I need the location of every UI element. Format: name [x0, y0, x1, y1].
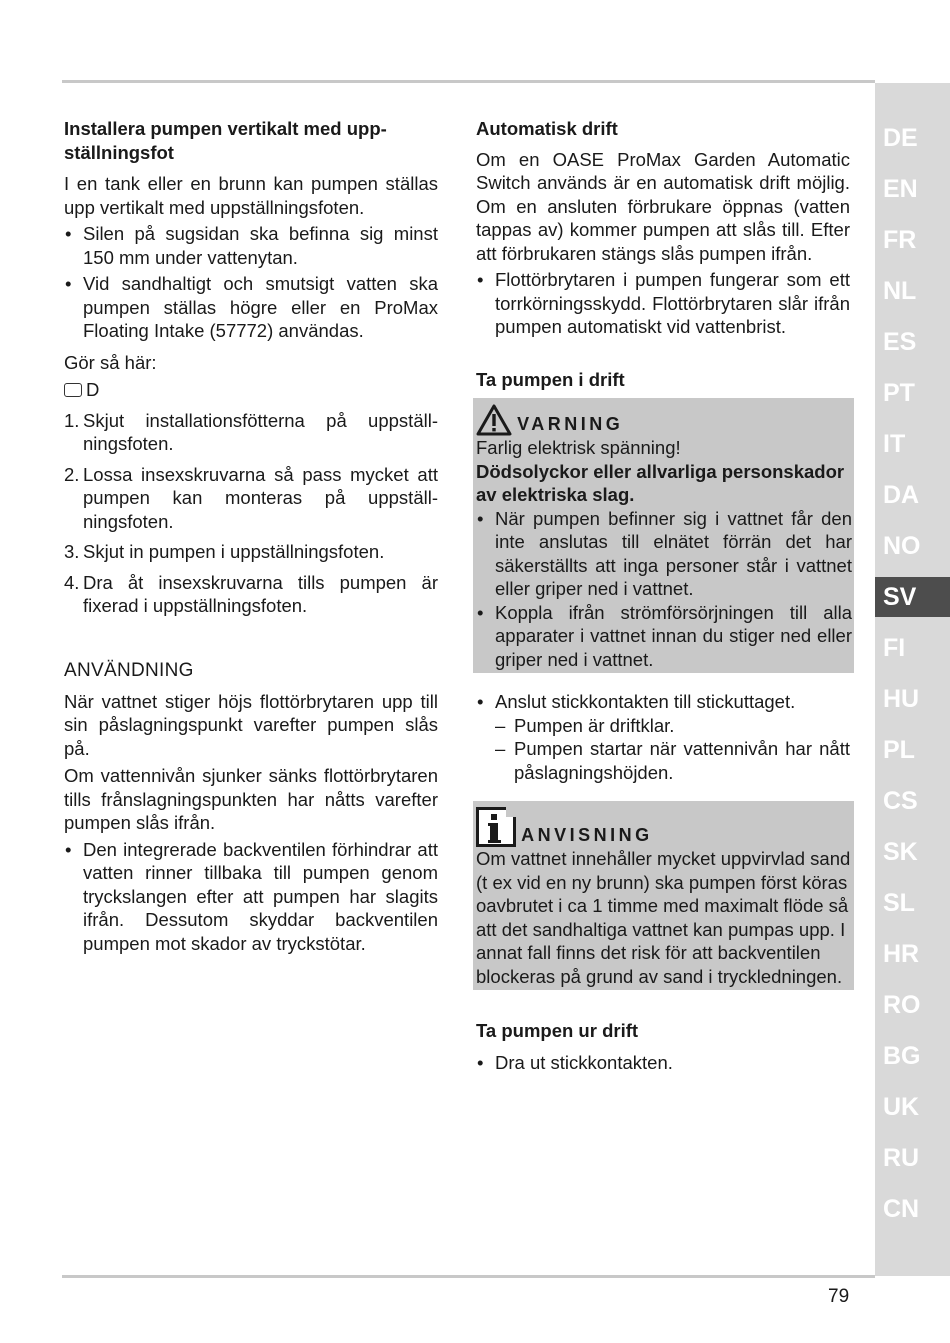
- step-number: 3.: [64, 541, 80, 562]
- list-item: [64, 463, 438, 534]
- usage-bullet-list: [64, 838, 438, 956]
- connect-bullet-list: [476, 690, 850, 714]
- list-item: – Pumpen är driftklar.: [476, 714, 850, 738]
- list-item: – Pumpen startar när vattennivån har nått påslagningshöjden.: [476, 737, 850, 784]
- language-tab-cn[interactable]: CN: [883, 1195, 920, 1223]
- language-tab-en[interactable]: EN: [883, 175, 918, 203]
- language-tab-cs[interactable]: CS: [883, 787, 918, 815]
- language-tab-uk[interactable]: UK: [883, 1093, 920, 1121]
- language-tab-hr[interactable]: HR: [883, 940, 920, 968]
- list-item: • Koppla ifrån strömförsörjningen till alla apparater i vattnet innan du stiger ned eller griper ned i vattnet.: [476, 601, 852, 672]
- notice-text: Om vattnet innehåller mycket uppvirvlad sand (t ex vid en ny brunn) ska pumpen först köras oavbrutet i ca 1 timme med maximalt flöde så att det sandhaltiga vattnet kan pumpas upp. I annat fall finns det risk för att backventilen blockeras på grund av sand i tryckledningen.: [476, 848, 851, 987]
- auto-heading: Automatisk drift: [476, 118, 618, 139]
- language-tab-de[interactable]: DE: [883, 124, 918, 152]
- list-item: • Anslut stickkontakten till stickuttaget.: [476, 690, 850, 714]
- language-tab-fr[interactable]: FR: [883, 226, 917, 254]
- language-tab-ru[interactable]: RU: [883, 1144, 920, 1172]
- language-tab-sl[interactable]: SL: [883, 889, 915, 917]
- result-dash-list: [476, 714, 850, 785]
- list-item: • Flottörbrytaren i pumpen fungerar som ett torrkörningsskydd. Flottörbrytaren slår ifrån pumpen automatiskt vid vattenbrist.: [476, 268, 850, 339]
- list-item: • Vid sandhaltigt och smutsigt vatten ska pumpen ställas högre eller en ProMax Floating Intake (57772) användas.: [64, 272, 438, 343]
- install-heading: Installera pumpen vertikalt med uppställningsfot: [64, 118, 387, 163]
- usage-paragraph-2: Om vattennivån sjunker sänks flottörbrytaren tills frånslagningspunkten har nåtts varefter pumpen slås ifrån.: [64, 765, 438, 833]
- install-steps: [64, 409, 438, 618]
- step-number: 1.: [64, 409, 80, 431]
- language-tab-fi[interactable]: FI: [883, 634, 906, 662]
- language-tab-es[interactable]: ES: [883, 328, 917, 356]
- warning-box: [473, 398, 854, 673]
- language-tab-pt[interactable]: PT: [883, 379, 915, 407]
- auto-paragraph: Om en OASE ProMax Garden Automatic Switch används är en automatisk drift möjlig. Om en ansluten förbrukare öppnas (vatten tappas av) kommer pumpen att slås till. Efter att förbrukaren stängs slås pumpen ifrån.: [476, 148, 850, 264]
- language-tab-pl[interactable]: PL: [883, 736, 915, 764]
- notice-header: [476, 807, 852, 847]
- language-tab-sv[interactable]: SV: [875, 577, 950, 617]
- figure-icon: [64, 383, 82, 397]
- language-tab-nl[interactable]: NL: [883, 277, 917, 305]
- usage-paragraph-1: När vattnet stiger höjs flottörbrytaren upp till sin påslagningspunkt varefter pumpen slås på.: [64, 690, 438, 759]
- step-text: Dra åt insexskruvarna tills pumpen är fixerad i uppställningsfoten.: [83, 571, 438, 616]
- warning-triangle-icon: [476, 404, 512, 436]
- usage-heading: ANVÄNDNING: [64, 659, 194, 681]
- stop-bullet-list: [476, 1051, 850, 1075]
- language-tab-it[interactable]: IT: [883, 430, 906, 458]
- step-text: Skjut installationsfötterna på uppställningsfoten.: [83, 409, 438, 454]
- step-number: 4.: [64, 571, 80, 593]
- stop-heading: Ta pumpen ur drift: [476, 1020, 639, 1041]
- language-tab-no[interactable]: NO: [883, 532, 921, 560]
- language-tab-sk[interactable]: SK: [883, 838, 918, 866]
- step-text: Skjut in pumpen i uppställningsfoten.: [83, 541, 385, 562]
- step-number: 2.: [64, 463, 80, 485]
- install-bullet-list: [64, 222, 438, 343]
- notice-box: [473, 801, 854, 990]
- list-item: • Silen på sugsidan ska befinna sig minst 150 mm under vattenytan.: [64, 222, 438, 269]
- right-column: [476, 117, 850, 1074]
- language-tab-hu[interactable]: HU: [883, 685, 920, 713]
- language-tab-ro[interactable]: RO: [883, 991, 921, 1019]
- install-intro: I en tank eller en brunn kan pumpen ställas upp vertikalt med uppställningsfoten.: [64, 173, 438, 218]
- language-sidebar: [875, 83, 950, 1276]
- warning-line-1: Farlig elektrisk spänning!: [476, 437, 681, 458]
- left-column: [64, 117, 438, 955]
- info-icon: [476, 807, 516, 847]
- warning-title: VARNING: [517, 413, 624, 434]
- language-tab-da[interactable]: DA: [883, 481, 920, 509]
- figure-reference: [64, 378, 438, 402]
- list-item: • Dra ut stickkontakten.: [476, 1051, 850, 1075]
- list-item: [64, 540, 438, 564]
- step-text: Lossa insexskruvarna så pass mycket att pumpen kan monteras på uppställningsfoten.: [83, 463, 438, 532]
- start-heading: Ta pumpen i drift: [476, 368, 625, 390]
- page-number: 79: [828, 1286, 850, 1307]
- notice-title: ANVISNING: [521, 824, 653, 845]
- warning-bullet-list: [476, 507, 852, 672]
- list-item: • När pumpen befinner sig i vattnet får den inte anslutas till elnätet förrän det har säkerställts att inga personer står i vattnet eller griper ned i vattnet.: [476, 507, 852, 601]
- auto-bullet-list: [476, 268, 850, 339]
- figure-letter: D: [86, 379, 100, 400]
- list-item: [64, 409, 438, 456]
- bottom-rule: [62, 1275, 875, 1278]
- list-item: • Den integrerade backventilen förhindrar att vatten rinner tillbaka till pumpen genom tryckslangen efter att pumpen har slagits ifrån. Dessutom skyddar backventilen pumpen mot skador av tryckstötar.: [64, 838, 438, 956]
- language-tab-bg[interactable]: BG: [883, 1042, 921, 1070]
- warning-line-2: Dödsolyckor eller allvarliga personskador av elektriska slag.: [476, 460, 845, 505]
- warning-header: [476, 404, 852, 436]
- do-this-label: Gör så här:: [64, 351, 157, 373]
- list-item: [64, 571, 438, 618]
- top-rule: [62, 80, 875, 83]
